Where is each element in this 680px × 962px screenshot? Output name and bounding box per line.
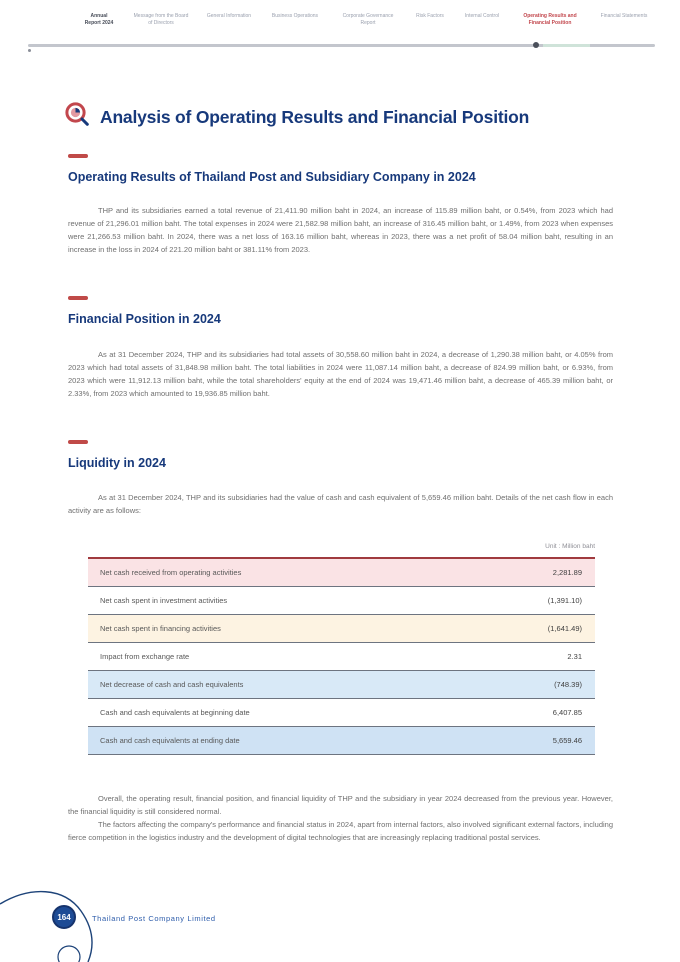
row-label: Net cash spent in investment activities — [100, 596, 228, 605]
page-title-row — [64, 101, 529, 133]
row-label: Net cash spent in financing activities — [100, 624, 221, 633]
row-value: 2,281.89 — [552, 568, 582, 577]
section-accent-dash — [68, 296, 88, 300]
row-value: 2.31 — [567, 652, 582, 661]
report-section-nav — [82, 13, 674, 28]
table-unit-label: Unit : Million baht — [545, 543, 595, 550]
section-paragraph-financial-position: As at 31 December 2024, THP and its subsidiaries had total assets of 30,558.60 million baht in 2024, a decrease of 1,290.38 million baht, or 4.05% from 2023 which had total assets of 31,848.98 million baht. The total liabilities in 2024 were 11,087.14 million baht, a decrease of 824.99 million baht, or 6.93%, from 2023 which were 11,912.13 million baht, while the total shareholders' equity at the end of 2024 was 19,471.46 million baht, a decrease of 465.39 million baht, or 2.33%, from 2023 which amounted to 19,936.85 million baht. — [68, 350, 613, 398]
section-accent-dash — [68, 440, 88, 444]
table-row — [88, 670, 595, 698]
table-row — [88, 559, 595, 586]
row-value: 5,659.46 — [552, 736, 582, 745]
table-row — [88, 698, 595, 726]
cash-flow-table — [88, 557, 595, 755]
row-value: (1,641.49) — [547, 624, 582, 633]
row-label: Net decrease of cash and cash equivalents — [100, 680, 244, 689]
table-row — [88, 726, 595, 754]
section-heading-liquidity: Liquidity in 2024 — [68, 456, 166, 470]
row-label: Impact from exchange rate — [100, 652, 190, 661]
row-label: Net cash received from operating activities — [100, 568, 242, 577]
row-label: Cash and cash equivalents at beginning date — [100, 708, 250, 717]
row-value: (1,391.10) — [547, 596, 582, 605]
nav-tab-general-info[interactable]: General Information — [206, 13, 252, 19]
nav-tab-risk-factors[interactable]: Risk Factors — [416, 13, 444, 19]
magnifier-chart-icon — [64, 101, 91, 133]
page-title: Analysis of Operating Results and Financial Position — [100, 106, 530, 127]
nav-progress-highlight — [543, 44, 590, 47]
section-heading-operating-results: Operating Results of Thailand Post and Subsidiary Company in 2024 — [68, 170, 476, 184]
page-number-badge: 164 — [52, 905, 76, 929]
footer-company-name: Thailand Post Company Limited — [92, 914, 216, 923]
nav-tab-business-operations[interactable]: Business Operations — [271, 13, 319, 19]
row-label: Cash and cash equivalents at ending date — [100, 736, 240, 745]
closing-paragraphs — [68, 792, 613, 844]
row-value: 6,407.85 — [552, 708, 582, 717]
nav-active-marker — [533, 42, 539, 48]
closing-paragraph-factors: The factors affecting the company's performance and financial status in 2024, apart from internal factors, also involved significant external factors, including fierce competition in the logistics industry and the development of digital technologies that are increasingly replacing traditional postal services. — [68, 820, 613, 842]
section-paragraph-operating-results: THP and its subsidiaries earned a total revenue of 21,411.90 million baht in 2024, an increase of 115.89 million baht, or 0.54%, from 2023 which had revenue of 21,296.01 million baht. The total expenses in 2024 were 21,582.98 million baht, an increase of 316.45 million baht, or 1.49%, from 2023 when expenses were 21,266.53 million baht. In 2024, there was a net loss of 163.16 million baht, whereas in 2023, there was a net profit of 58.04 million baht, resulting in an increase in the loss in 2024 of 221.20 million baht or 381.11% from 2023. — [68, 206, 613, 254]
nav-tab-financial-statements[interactable]: Financial Statements — [600, 13, 648, 19]
section-paragraph-liquidity: As at 31 December 2024, THP and its subsidiaries had the value of cash and cash equivalent of 5,659.46 million baht. Details of the net cash flow in each activity are as follows: — [68, 493, 613, 515]
nav-tab-internal-control[interactable]: Internal Control — [464, 13, 500, 19]
section-accent-dash — [68, 154, 88, 158]
nav-start-marker — [28, 49, 31, 52]
nav-tab-operating-results-active[interactable]: Operating Results and Financial Position — [523, 13, 577, 27]
table-row — [88, 614, 595, 642]
nav-tab-corporate-governance[interactable]: Corporate Governance Report — [342, 13, 394, 27]
section-heading-financial-position: Financial Position in 2024 — [68, 312, 221, 326]
closing-paragraph-summary: Overall, the operating result, financial position, and financial liquidity of THP and the subsidiary in year 2024 decreased from the previous year. However, the financial liquidity is still considered normal. — [68, 794, 613, 816]
table-row — [88, 642, 595, 670]
nav-tab-message-board[interactable]: Message from the Board of Directors — [133, 13, 189, 27]
report-logo: Annual Report 2024 — [84, 13, 114, 27]
table-row — [88, 586, 595, 614]
row-value: (748.39) — [554, 680, 582, 689]
